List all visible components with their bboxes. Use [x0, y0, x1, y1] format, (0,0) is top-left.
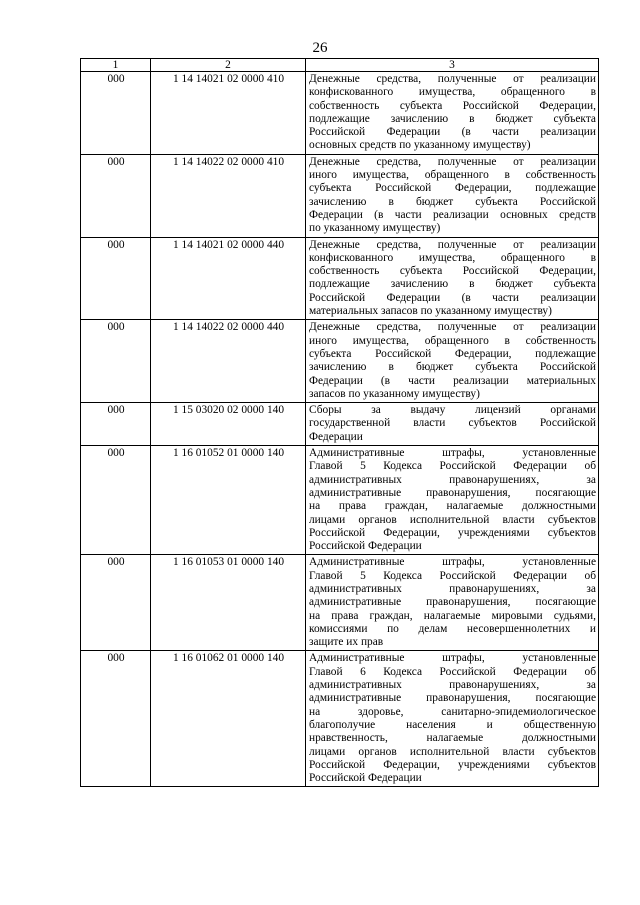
description-line: Административные штрафы, установленные [309, 556, 596, 569]
description-line: Российской Федерации (в части реализации [309, 291, 596, 304]
description-line: административных правонарушениях, за [309, 679, 596, 692]
kbk-code-cell: 1 14 14021 02 0000 410 [151, 72, 306, 155]
description-line: материальных запасов по указанному имуществу) [309, 305, 552, 318]
description-line: Российской Федерации (в части реализации [309, 126, 596, 139]
description-line: Российской Федерации, учреждениями субъектов [309, 526, 596, 539]
admin-code-cell: 000 [81, 651, 151, 787]
description-line: по указанному имуществу) [309, 222, 441, 235]
kbk-code-cell: 1 14 14021 02 0000 440 [151, 237, 306, 320]
description-line: Денежные средства, полученные от реализации [309, 321, 596, 334]
description-line: на права граждан, налагаемые мировыми судьями, [309, 609, 596, 622]
description-line: административных правонарушениях, за [309, 473, 596, 486]
description-line: Главой 5 Кодекса Российской Федерации об [309, 460, 596, 473]
description-line: Российской Федерации [309, 772, 422, 785]
description-line: лицами органов исполнительной власти субъектов [309, 745, 596, 758]
description-line: комиссиями по делам несовершеннолетних и [309, 622, 596, 635]
description-line: административные правонарушения, посягающие [309, 486, 596, 499]
description-line: основных средств по указанному имуществу) [309, 139, 531, 152]
description-line: подлежащие зачислению в бюджет субъекта [309, 278, 596, 291]
description-cell [306, 403, 599, 446]
header-col-3: 3 [306, 59, 599, 72]
description-line: благополучие населения и общественную [309, 718, 596, 731]
table-row [81, 320, 599, 403]
kbk-code-cell: 1 16 01053 01 0000 140 [151, 555, 306, 651]
description-line: субъекта Российской Федерации, подлежащие [309, 347, 596, 360]
admin-code-cell: 000 [81, 446, 151, 555]
description-line: иного имущества, обращенного в собственность [309, 334, 596, 347]
table-row [81, 446, 599, 555]
description-line: на здоровье, санитарно-эпидемиологическое [309, 705, 596, 718]
description-line: административные правонарушения, посягающие [309, 596, 596, 609]
table-row [81, 237, 599, 320]
description-line: административных правонарушениях, за [309, 582, 596, 595]
description-cell [306, 320, 599, 403]
description-line: Российской Федерации, учреждениями субъектов [309, 758, 596, 771]
description-cell [306, 72, 599, 155]
description-line: субъекта Российской Федерации, подлежащие [309, 182, 596, 195]
budget-classification-table [80, 58, 599, 787]
description-line: Административные штрафы, установленные [309, 652, 596, 665]
description-line: конфискованного имущества, обращенного в [309, 86, 596, 99]
table-row [81, 555, 599, 651]
description-line: зачислению в бюджет субъекта Российской [309, 361, 596, 374]
description-line: собственность субъекта Российской Федерации, [309, 99, 596, 112]
description-line: Главой 6 Кодекса Российской Федерации об [309, 665, 596, 678]
admin-code-cell: 000 [81, 154, 151, 237]
page-number: 26 [312, 40, 328, 56]
kbk-code-cell: 1 16 01052 01 0000 140 [151, 446, 306, 555]
description-line: защите их прав [309, 636, 384, 649]
table-row [81, 154, 599, 237]
description-cell [306, 154, 599, 237]
kbk-code-cell: 1 14 14022 02 0000 410 [151, 154, 306, 237]
description-line: конфискованного имущества, обращенного в [309, 251, 596, 264]
description-line: Федерации [309, 430, 363, 443]
description-line: Федерации (в части реализации материальных [309, 374, 596, 387]
kbk-code-cell: 1 14 14022 02 0000 440 [151, 320, 306, 403]
admin-code-cell: 000 [81, 237, 151, 320]
description-cell [306, 237, 599, 320]
description-cell [306, 555, 599, 651]
description-cell [306, 651, 599, 787]
description-line: государственной власти субъектов Российской [309, 417, 596, 430]
table-header-row [81, 59, 599, 72]
admin-code-cell: 000 [81, 320, 151, 403]
table-row [81, 403, 599, 446]
description-line: Федерации (в части реализации основных средств [309, 208, 596, 221]
header-col-2: 2 [151, 59, 306, 72]
description-line: Денежные средства, полученные от реализации [309, 73, 596, 85]
description-line: лицами органов исполнительной власти субъектов [309, 513, 596, 526]
description-line: Денежные средства, полученные от реализации [309, 238, 596, 251]
kbk-code-cell: 1 16 01062 01 0000 140 [151, 651, 306, 787]
description-cell [306, 446, 599, 555]
description-line: Административные штрафы, установленные [309, 447, 596, 460]
description-line: Главой 5 Кодекса Российской Федерации об [309, 569, 596, 582]
description-line: административные правонарушения, посягающие [309, 692, 596, 705]
description-line: иного имущества, обращенного в собственность [309, 169, 596, 182]
admin-code-cell: 000 [81, 403, 151, 446]
description-line: запасов по указанному имуществу) [309, 387, 480, 400]
description-line: на права граждан, налагаемые должностными [309, 500, 596, 513]
header-col-1: 1 [81, 59, 151, 72]
description-line: собственность субъекта Российской Федерации, [309, 265, 596, 278]
description-line: нравственность, налагаемые должностными [309, 732, 596, 745]
table-row [81, 651, 599, 787]
admin-code-cell: 000 [81, 72, 151, 155]
table-row [81, 72, 599, 155]
description-line: Денежные средства, полученные от реализации [309, 155, 596, 168]
description-line: Российской Федерации [309, 540, 422, 553]
admin-code-cell: 000 [81, 555, 151, 651]
description-line: Сборы за выдачу лицензий органами [309, 404, 596, 417]
description-line: зачислению в бюджет субъекта Российской [309, 195, 596, 208]
description-line: подлежащие зачислению в бюджет субъекта [309, 112, 596, 125]
kbk-code-cell: 1 15 03020 02 0000 140 [151, 403, 306, 446]
